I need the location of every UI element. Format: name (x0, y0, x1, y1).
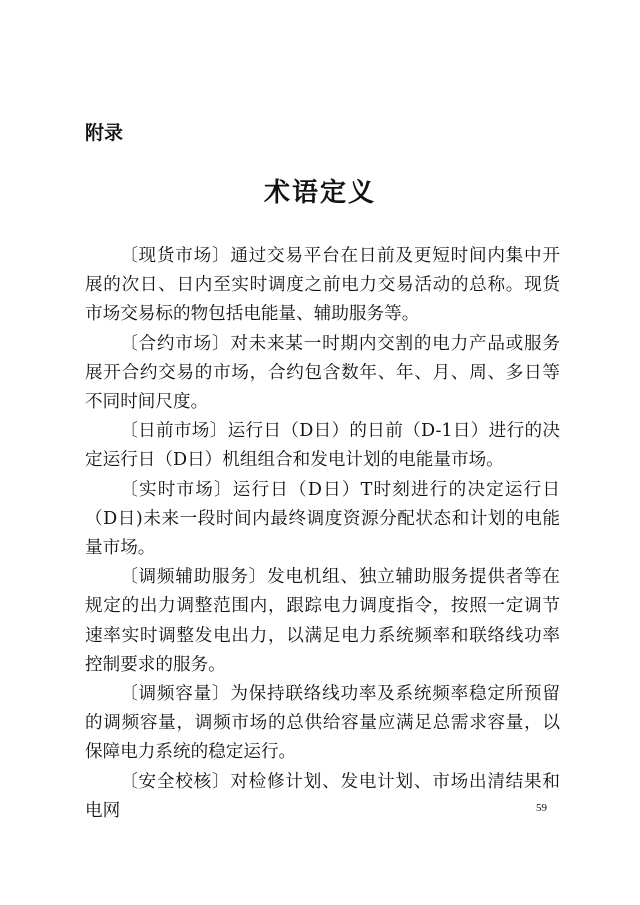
page-number: 59 (536, 802, 547, 814)
term-paragraph (85, 417, 560, 475)
term-paragraph (85, 680, 560, 768)
term-paragraph (85, 563, 560, 680)
term-definition: 对未来某一时期内交割的电力产品或服务展开合约交易的市场，合约包含数年、年、月、周、多日等不同时间尺度。 (85, 333, 560, 413)
term-name: 〔合约市场〕 (120, 333, 231, 354)
term-paragraph (85, 242, 560, 330)
appendix-label: 附录 (85, 122, 124, 144)
term-paragraph (85, 330, 560, 418)
term-name: 〔实时市场〕 (120, 479, 233, 500)
term-definition: 发电机组、独立辅助服务提供者等在规定的出力调整范围内，跟踪电力调度指令，按照一定调节速率实时调整发电出力，以满足电力系统频率和联络线功率控制要求的服务。 (85, 567, 560, 675)
term-definition: 为保持联络线功率及系统频率稳定所预留的调频容量，调频市场的总供给容量应满足总需求容量，以保障电力系统的稳定运行。 (85, 684, 560, 763)
term-paragraph (85, 768, 560, 826)
term-name: 〔安全校核〕 (120, 771, 231, 792)
term-name: 〔调频容量〕 (120, 684, 231, 705)
term-definition: 运行日（D日）T时刻进行的决定运行日（D日)未来一段时间内最终调度资源分配状态和计划的电能量市场。 (85, 479, 560, 559)
term-name: 〔现货市场〕 (120, 246, 231, 266)
term-definition: 通过交易平台在日前及更短时间内集中开展的次日、日内至实时调度之前电力交易活动的总称。现货市场交易标的物包括电能量、辅助服务等。 (85, 246, 560, 325)
terms-list (85, 242, 560, 826)
term-name: 〔日前市场〕 (120, 421, 228, 442)
term-paragraph (85, 476, 560, 564)
page-title: 术语定义 (263, 178, 376, 208)
term-definition: 对检修计划、发电计划、市场出清结果和电网 (85, 771, 560, 821)
term-definition: 运行日（D日）的日前（D-1日）进行的决定运行日（D日）机组组合和发电计划的电能量市场。 (85, 421, 560, 471)
term-name: 〔调频辅助服务〕 (120, 567, 268, 588)
